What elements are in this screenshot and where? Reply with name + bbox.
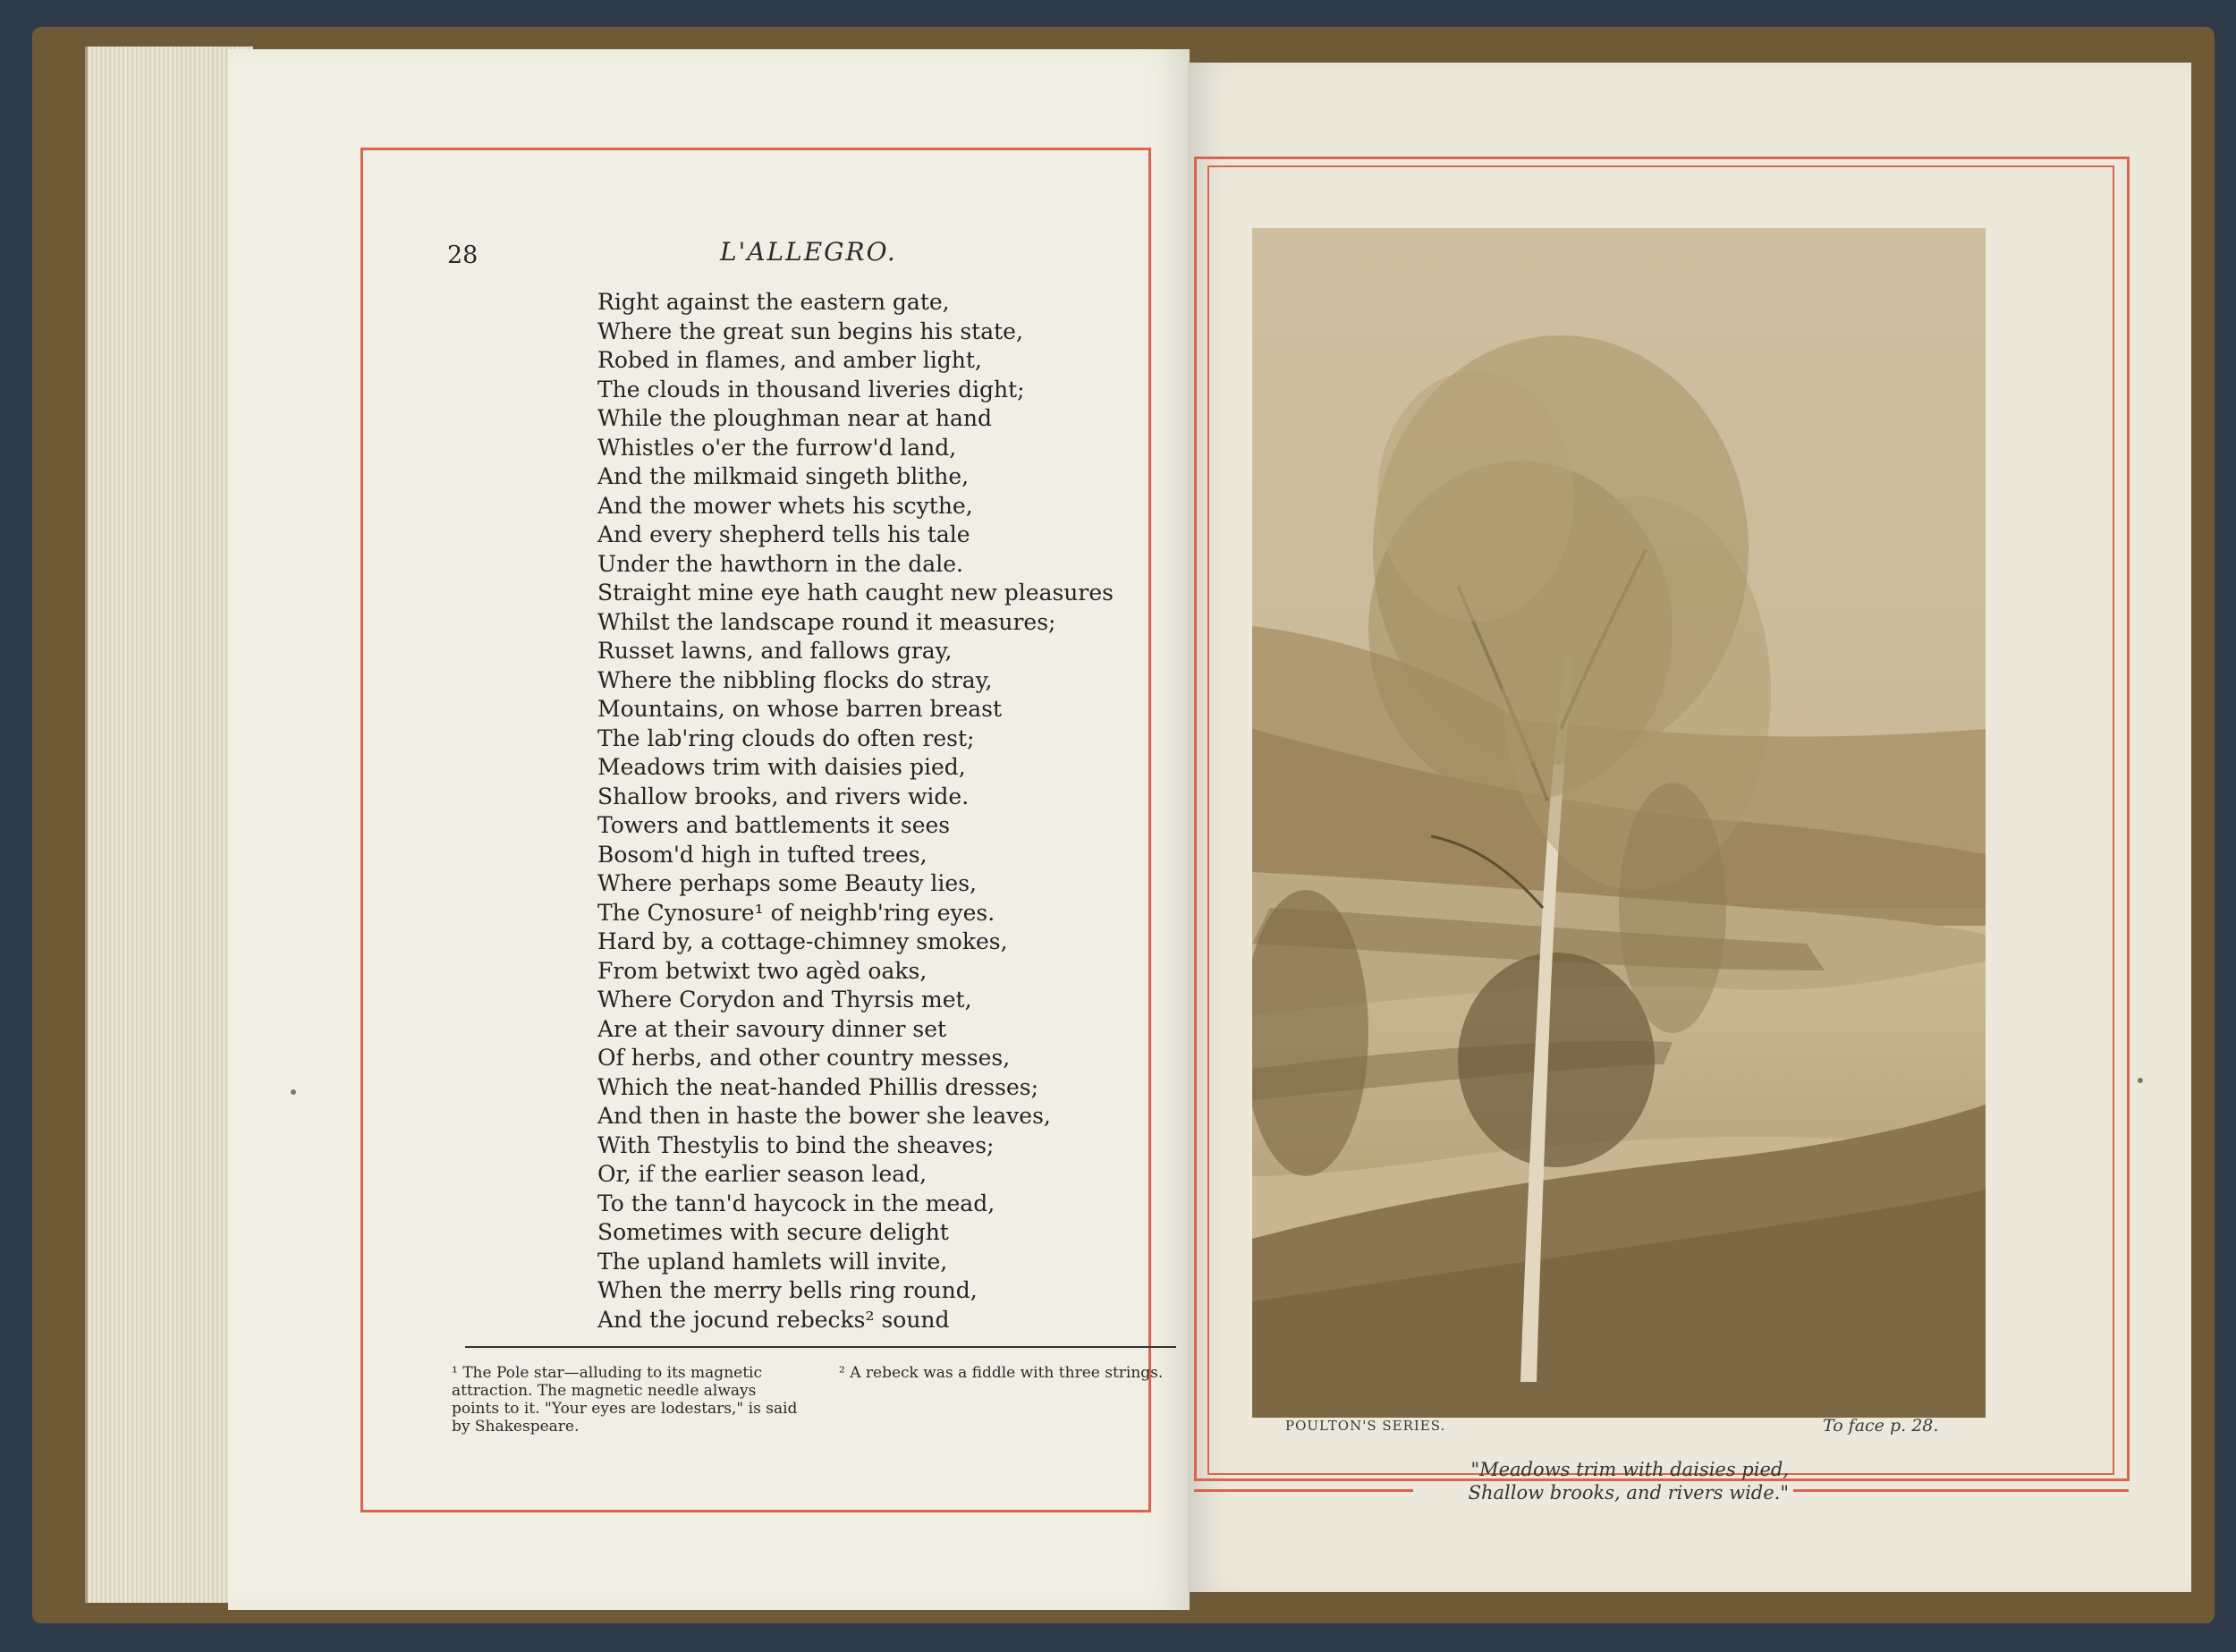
footnote-2: ² A rebeck was a fiddle with three strings. xyxy=(839,1364,1164,1382)
poem-line: Right against the eastern gate, xyxy=(597,289,950,315)
page-mark xyxy=(291,1089,296,1095)
quote-line-2: Shallow brooks, and rivers wide." xyxy=(1468,1482,1789,1504)
poem-line: Where the great sun begins his state, xyxy=(597,318,1023,344)
poem-line: While the ploughman near at hand xyxy=(597,405,993,431)
poem-line: Under the hawthorn in the dale. xyxy=(597,550,963,577)
poem-line: Are at their savoury dinner set xyxy=(597,1015,947,1042)
poem-line: Whilst the landscape round it measures; xyxy=(597,608,1056,635)
plate-quotation xyxy=(1413,1458,1789,1504)
poem-text xyxy=(597,288,1114,1334)
poem-line: Meadows trim with daisies pied, xyxy=(597,754,966,780)
running-head: L'ALLEGRO. xyxy=(720,237,897,267)
footnote-rule xyxy=(465,1346,1176,1348)
poem-line: The Cynosure¹ of neighb'ring eyes. xyxy=(597,899,995,926)
poem-line: And the mower whets his scythe, xyxy=(597,492,973,519)
poem-line: Hard by, a cottage-chimney smokes, xyxy=(597,928,1008,954)
poem-line: From betwixt two agèd oaks, xyxy=(597,957,927,984)
poem-line: The clouds in thousand liveries dight; xyxy=(597,376,1025,402)
poem-line: Mountains, on whose barren breast xyxy=(597,696,1003,722)
poem-line: Towers and battlements it sees xyxy=(597,812,951,838)
poem-line: Which the neat-handed Phillis dresses; xyxy=(597,1073,1039,1100)
poem-line: And every shepherd tells his tale xyxy=(597,521,970,547)
page-reference-caption: To face p. 28. xyxy=(1823,1416,1939,1436)
poem-line: Where Corydon and Thyrsis met, xyxy=(597,987,972,1012)
footnote-1: ¹ The Pole star—alluding to its magnetic attraction. The magnetic needle always points to it. "Your eyes are lodestars," is said by Shakespeare. xyxy=(452,1364,798,1436)
poem-line: And the jocund rebecks² sound xyxy=(597,1306,950,1333)
poem-line: The lab'ring clouds do often rest; xyxy=(597,724,975,751)
poem-line: Or, if the earlier season lead, xyxy=(597,1161,927,1187)
page-mark-right xyxy=(2138,1078,2143,1083)
page-number: 28 xyxy=(447,241,479,269)
quote-rule-left xyxy=(1194,1489,1413,1492)
landscape-photograph xyxy=(1252,228,1986,1418)
poem-line: Where the nibbling flocks do stray, xyxy=(597,666,993,693)
poem-line: To the tann'd haycock in the mead, xyxy=(597,1190,995,1216)
poem-line: Bosom'd high in tufted trees, xyxy=(597,841,927,868)
poem-line: And the milkmaid singeth blithe, xyxy=(597,463,970,489)
poem-line: Sometimes with secure delight xyxy=(597,1219,949,1245)
poem-line: With Thestylis to bind the sheaves; xyxy=(597,1131,995,1158)
poem-line: Shallow brooks, and rivers wide. xyxy=(597,783,970,809)
quote-line-1: "Meadows trim with daisies pied, xyxy=(1470,1459,1789,1480)
poem-line: The upland hamlets will invite, xyxy=(597,1248,948,1275)
poem-line: Robed in flames, and amber light, xyxy=(597,347,982,373)
poem-line: Of herbs, and other country messes, xyxy=(597,1045,1011,1071)
quote-rule-right xyxy=(1793,1489,2129,1492)
poem-line: Russet lawns, and fallows gray, xyxy=(597,638,953,664)
photo-credit-caption: POULTON'S SERIES. xyxy=(1285,1418,1446,1434)
poem-line: Straight mine eye hath caught new pleasures xyxy=(597,580,1114,606)
poem-line: And then in haste the bower she leaves, xyxy=(597,1103,1051,1129)
poem-line: When the merry bells ring round, xyxy=(597,1277,978,1303)
photograph-image xyxy=(1252,228,1986,1418)
poem-line: Where perhaps some Beauty lies, xyxy=(597,870,977,896)
poem-line: Whistles o'er the furrow'd land, xyxy=(597,434,957,461)
